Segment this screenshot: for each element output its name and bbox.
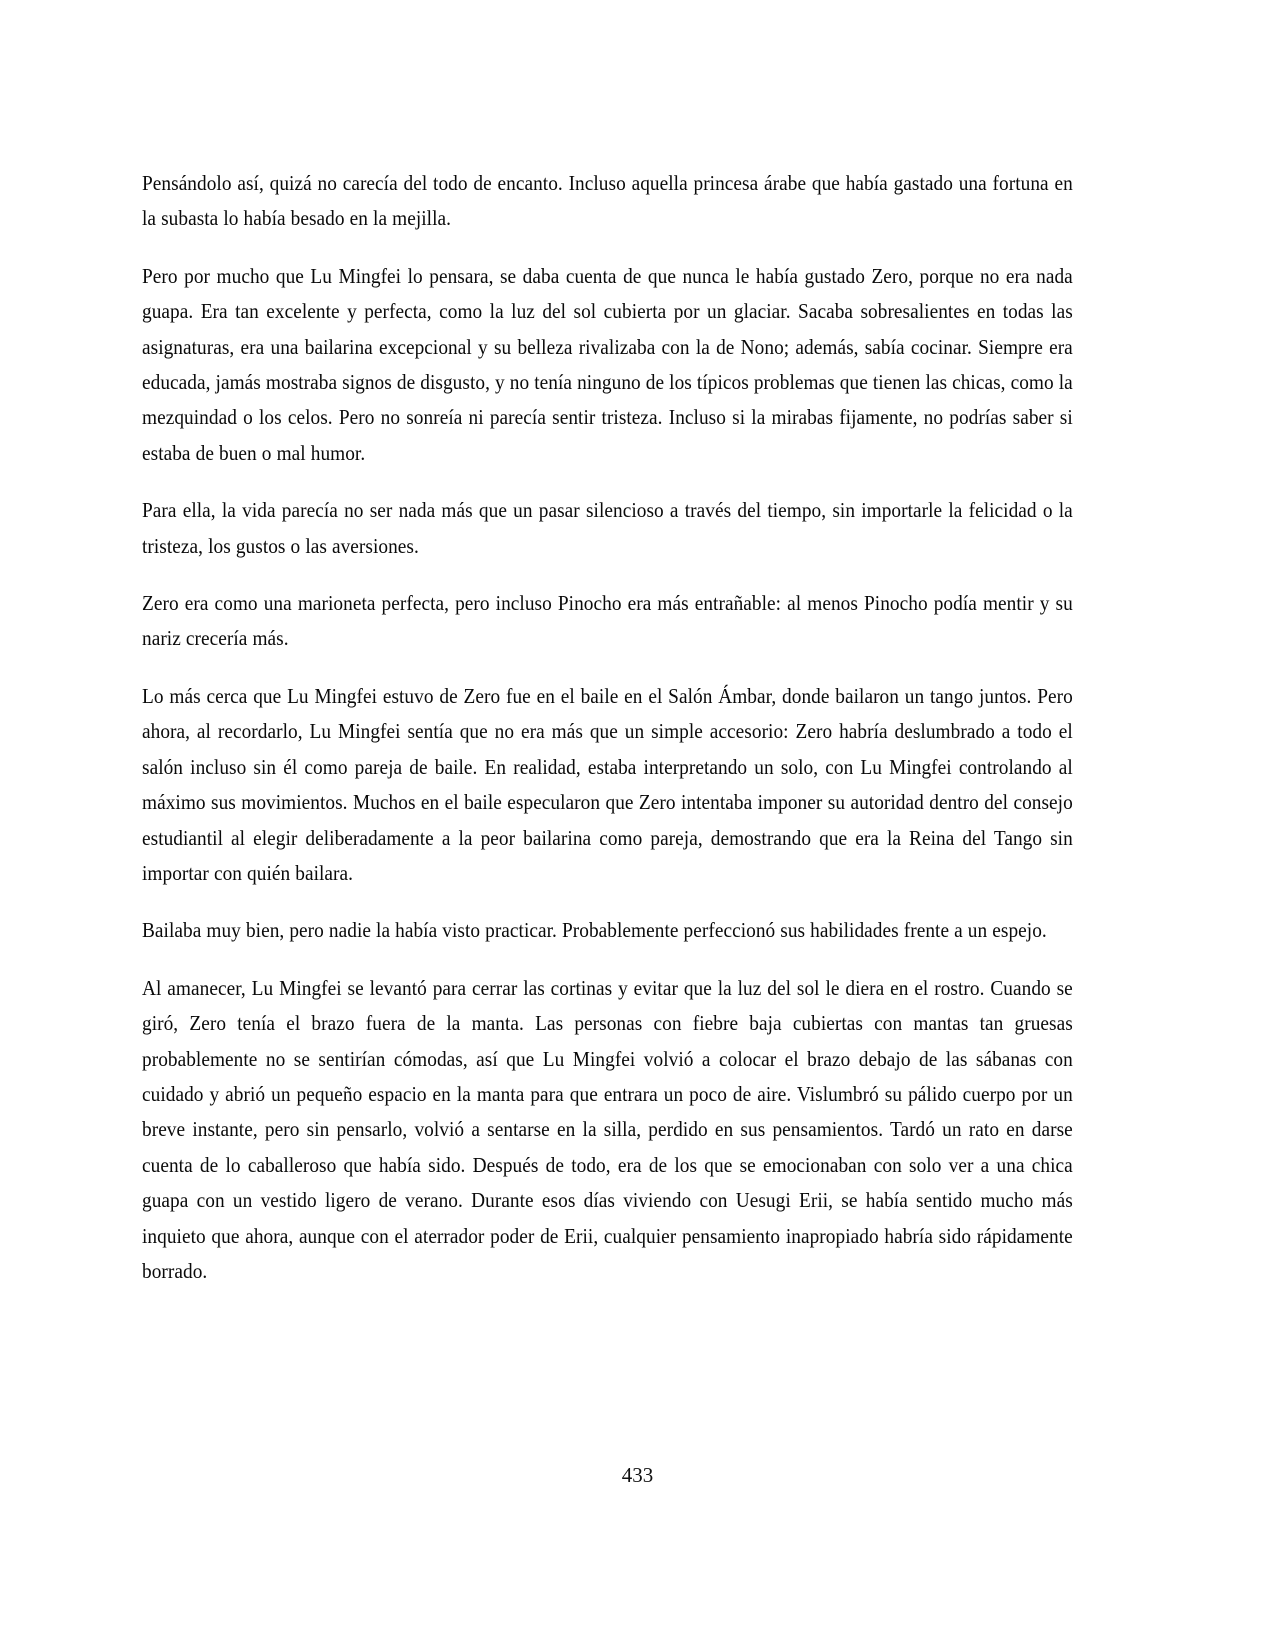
paragraph: Pensándolo así, quizá no carecía del todo de encanto. Incluso aquella princesa árabe que había gastado una fortuna en la subasta lo había besado en la mejilla. [142,171,1073,231]
paragraph: Lo más cerca que Lu Mingfei estuvo de Zero fue en el baile en el Salón Ámbar, donde bailaron un tango juntos. Pero ahora, al recordarlo, Lu Mingfei sentía que no era más que un simple accesorio: Zero habría deslumbrado a todo el salón incluso sin él como pareja de baile. En realidad, estaba interpretando un solo, con Lu Mingfei controlando al máximo sus movimientos. Muchos en el baile especularon que Zero intentaba imponer su autoridad dentro del consejo estudiantil al elegir deliberadamente a la peor bailarina como pareja, demostrando que era la Reina del Tango sin importar con quién bailara. [142,683,1073,885]
paragraph: Zero era como una marioneta perfecta, pero incluso Pinocho era más entrañable: al menos Pinocho podía mentir y su nariz crecería más. [142,591,1073,651]
page-number: 433 [621,1463,654,1487]
body-text-column [142,166,1073,1289]
paragraph: Para ella, la vida parecía no ser nada más que un pasar silencioso a través del tiempo, sin importarle la felicidad o la tristeza, los gustos o las aversiones. [142,498,1073,558]
paragraph: Al amanecer, Lu Mingfei se levantó para cerrar las cortinas y evitar que la luz del sol le diera en el rostro. Cuando se giró, Zero tenía el brazo fuera de la manta. Las personas con fiebre baja cubiertas con mantas tan gruesas probablemente no se sentirían cómodas, así que Lu Mingfei volvió a colocar el brazo debajo de las sábanas con cuidado y abrió un pequeño espacio en la manta para que entrara un poco de aire. Vislumbró su pálido cuerpo por un breve instante, pero sin pensarlo, volvió a sentarse en la silla, perdido en sus pensamientos. Tardó un rato en darse cuenta de lo caballeroso que había sido. Después de todo, era de los que se emocionaban con solo ver a una chica guapa con un vestido ligero de verano. Durante esos días viviendo con Uesugi Erii, se había sentido mucho más inquieto que ahora, aunque con el aterrador poder de Erii, cualquier pensamiento inapropiado habría sido rápidamente borrado. [142,975,1073,1283]
paragraph: Bailaba muy bien, pero nadie la había visto practicar. Probablemente perfeccionó sus habilidades frente a un espejo. [142,918,1047,943]
paragraph: Pero por mucho que Lu Mingfei lo pensara, se daba cuenta de que nunca le había gustado Zero, porque no era nada guapa. Era tan excelente y perfecta, como la luz del sol cubierta por un glaciar. Sacaba sobresalientes en todas las asignaturas, era una bailarina excepcional y su belleza rivalizaba con la de Nono; además, sabía cocinar. Siempre era educada, jamás mostraba signos de disgusto, y no tenía ninguno de los típicos problemas que tienen las chicas, como la mezquindad o los celos. Pero no sonreía ni parecía sentir tristeza. Incluso si la mirabas fijamente, no podrías saber si estaba de buen o mal humor. [142,263,1073,465]
